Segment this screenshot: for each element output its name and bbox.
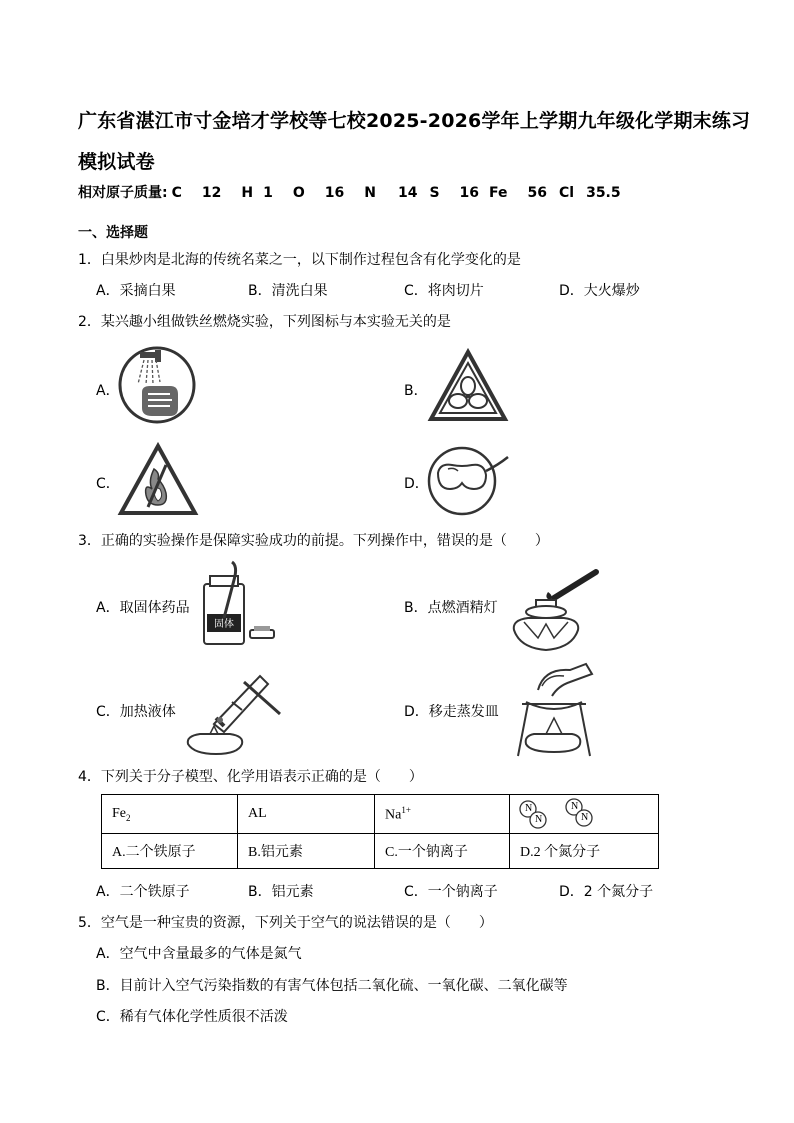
element-mass: 14 bbox=[397, 185, 418, 201]
solid-reagent-bottle-illustration bbox=[194, 560, 284, 646]
goggles-icon bbox=[428, 443, 512, 519]
q4-cell-label-a: A.二个铁原子 bbox=[102, 834, 238, 869]
q4-cell-label-c: C.一个钠离子 bbox=[375, 834, 510, 869]
ventilation-fan-icon bbox=[428, 349, 508, 423]
q2-option-c-label[interactable]: C． bbox=[96, 476, 120, 492]
question-2-stem: 2．某兴趣小组做铁丝燃烧实验，下列图标与本实验无关的是 bbox=[78, 314, 451, 330]
q4-option-b[interactable]: B．铝元素 bbox=[248, 884, 314, 900]
q4-molecule-table bbox=[101, 794, 659, 869]
element-mass: 16 bbox=[324, 185, 345, 201]
q4-cell-label-d: D.2 个氮分子 bbox=[510, 834, 659, 869]
q5-option-a[interactable]: A．空气中含量最多的气体是氮气 bbox=[96, 946, 302, 962]
q1-option-b[interactable]: B．清洗白果 bbox=[248, 283, 328, 299]
q2-option-d-label[interactable]: D． bbox=[404, 476, 429, 492]
element-symbol: O bbox=[292, 185, 305, 201]
element-symbol: H bbox=[241, 185, 254, 201]
element-mass: 12 bbox=[201, 185, 222, 201]
q1-option-c[interactable]: C．将肉切片 bbox=[404, 283, 484, 299]
q5-option-b[interactable]: B．目前计入空气污染指数的有害气体包括二氧化硫、一氧化碳、二氧化碳等 bbox=[96, 978, 568, 994]
exam-title-line1: 广东省湛江市寸金培才学校等七校2025-2026学年上学期九年级化学期末练习 bbox=[78, 110, 751, 132]
q3-option-c[interactable]: C．加热液体 bbox=[96, 704, 176, 720]
element-symbol: C bbox=[171, 185, 182, 201]
q4-option-a[interactable]: A．二个铁原子 bbox=[96, 884, 190, 900]
question-3-stem: 3．正确的实验操作是保障实验成功的前提。下列操作中，错误的是（ ） bbox=[78, 533, 549, 549]
fire-hazard-icon bbox=[118, 443, 198, 517]
q1-option-a[interactable]: A．采摘白果 bbox=[96, 283, 176, 299]
question-1-stem: 1．白果炒肉是北海的传统名菜之一，以下制作过程包含有化学变化的是 bbox=[78, 252, 521, 268]
element-mass: 56 bbox=[527, 185, 547, 201]
element-symbol: S bbox=[429, 185, 440, 201]
q3-option-a[interactable]: A．取固体药品 bbox=[96, 600, 190, 616]
q4-cell-label-b: B.铝元素 bbox=[238, 834, 375, 869]
q4-cell-na: $Na^{1+}$ bbox=[375, 795, 510, 834]
element-mass: 35.5 bbox=[586, 185, 621, 201]
alcohol-lamp-illustration bbox=[508, 568, 602, 660]
question-5-stem: 5．空气是一种宝贵的资源，下列关于空气的说法错误的是（ ） bbox=[78, 915, 493, 931]
heating-test-tube-illustration bbox=[184, 660, 284, 756]
section-heading: 一、选择题 bbox=[78, 225, 148, 241]
atomic-masses-label: 相对原子质量: bbox=[78, 185, 168, 201]
bottle-label-text: 固体 bbox=[214, 619, 234, 630]
q4-option-c[interactable]: C．一个钠离子 bbox=[404, 884, 498, 900]
q4-option-d[interactable]: D．2 个氮分子 bbox=[559, 884, 654, 900]
q2-option-a-label[interactable]: A． bbox=[96, 383, 120, 399]
q1-option-d[interactable]: D．大火爆炒 bbox=[559, 283, 640, 299]
element-symbol: Cl bbox=[559, 185, 575, 201]
evaporating-dish-illustration bbox=[508, 660, 600, 760]
exam-title-line2: 模拟试卷 bbox=[78, 151, 155, 173]
q4-cell-n2-model: N N N N bbox=[510, 795, 659, 834]
element-mass: 16 bbox=[459, 185, 480, 201]
element-symbol: Fe bbox=[489, 185, 508, 201]
element-mass: 1 bbox=[263, 185, 273, 201]
q5-option-c[interactable]: C．稀有气体化学性质很不活泼 bbox=[96, 1009, 288, 1025]
q3-option-d[interactable]: D．移走蒸发皿 bbox=[404, 704, 499, 720]
q3-option-b[interactable]: B．点燃酒精灯 bbox=[404, 600, 498, 616]
question-4-stem: 4．下列关于分子模型、化学用语表示正确的是（ ） bbox=[78, 769, 423, 785]
q4-cell-al: AL bbox=[238, 795, 375, 834]
atomic-masses bbox=[78, 182, 621, 202]
element-symbol: N bbox=[364, 185, 376, 201]
q2-option-b-label[interactable]: B． bbox=[404, 383, 428, 399]
q4-cell-fe2: $Fe_2$ bbox=[102, 795, 238, 834]
wash-hands-icon bbox=[118, 346, 196, 424]
